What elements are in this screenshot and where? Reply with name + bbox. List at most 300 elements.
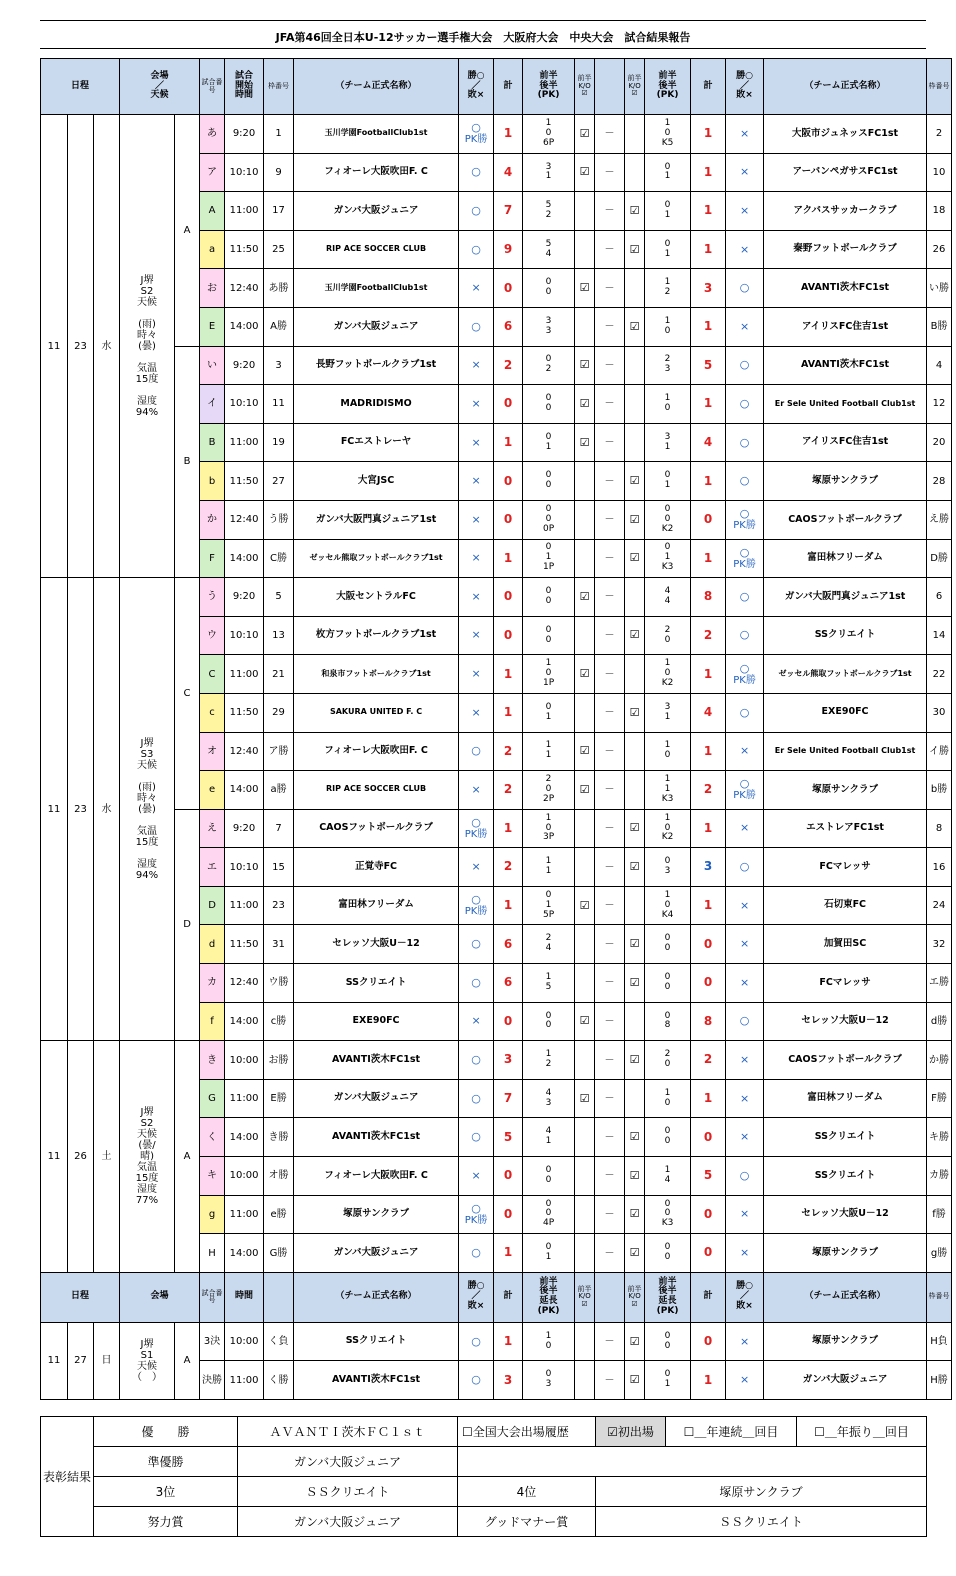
home-score: 0 — [494, 500, 523, 539]
home-halves: 0 0 — [523, 269, 575, 308]
away-ko-check: ☑ — [625, 1361, 645, 1400]
home-result — [459, 192, 494, 231]
away-score: 1 — [691, 655, 726, 694]
away-result — [726, 1002, 764, 1041]
champion-label: 優 勝 — [94, 1417, 238, 1447]
away-score: 3 — [691, 848, 726, 887]
fairplay-label: グッドマナー賞 — [458, 1507, 596, 1537]
away-result-mark: × — [739, 821, 750, 835]
away-ko-check — [625, 655, 645, 694]
match-number: e — [200, 771, 225, 810]
home-result — [459, 153, 494, 192]
away-result — [726, 1195, 764, 1234]
home-result-mark: × — [471, 589, 481, 603]
home-score: 0 — [494, 1157, 523, 1196]
kickoff-time: 10:00 — [225, 1157, 264, 1196]
frame-number: 19 — [264, 423, 294, 462]
home-result-mark: ○ — [471, 893, 481, 907]
header2-schedule: 日程 — [41, 1272, 120, 1322]
home-result — [459, 500, 494, 539]
match-number: B — [200, 423, 225, 462]
away-halves: 0 0 — [645, 1322, 691, 1361]
home-score: 0 — [494, 1195, 523, 1234]
home-result-mark: ○ — [471, 744, 481, 758]
away-result — [726, 964, 764, 1003]
dash-divider: － — [595, 655, 625, 694]
home-team-name: SSクリエイト — [294, 964, 459, 1003]
home-ko-check: ☑ — [575, 385, 595, 424]
away-score: 0 — [691, 964, 726, 1003]
home-team-name: 和泉市フットボールクラブ1st — [294, 655, 459, 694]
dash-divider: － — [595, 732, 625, 771]
home-result — [459, 115, 494, 154]
frame-number: 25 — [264, 230, 294, 269]
away-team-name: エストレアFC1st — [764, 809, 927, 848]
frame-number: あ勝 — [264, 269, 294, 308]
home-result — [459, 423, 494, 462]
home-ko-check — [575, 693, 595, 732]
away-team-name: ガンバ大阪ジュニア — [764, 1361, 927, 1400]
away-frame-number: い勝 — [927, 269, 952, 308]
away-frame-number: f勝 — [927, 1195, 952, 1234]
home-result — [459, 1234, 494, 1273]
kickoff-time: 14:00 — [225, 1118, 264, 1157]
away-result — [726, 616, 764, 655]
home-result-mark: × — [471, 474, 481, 488]
home-halves: 1 0 1P — [523, 655, 575, 694]
match-number: c — [200, 693, 225, 732]
away-frame-number: 12 — [927, 385, 952, 424]
header-ko_r: 前半 K/O ☑ — [625, 59, 645, 115]
effort-label: 努力賞 — [94, 1507, 238, 1537]
kickoff-time: 10:00 — [225, 1322, 264, 1361]
home-score: 4 — [494, 153, 523, 192]
away-team-name: 塚原サンクラブ — [764, 462, 927, 501]
header-ko: 前半 K/O ☑ — [575, 59, 595, 115]
away-halves: 1 4 — [645, 1157, 691, 1196]
home-team-name: AVANTI茨木FC1st — [294, 1118, 459, 1157]
frame-number: c勝 — [264, 1002, 294, 1041]
home-result — [459, 809, 494, 848]
away-result — [726, 1079, 764, 1118]
home-result — [459, 655, 494, 694]
dash-divider: － — [595, 1002, 625, 1041]
header2-venue: 会場 — [120, 1272, 200, 1322]
away-score: 1 — [691, 307, 726, 346]
header2-x0 — [264, 1272, 294, 1322]
frame-number: 9 — [264, 153, 294, 192]
away-result-mark: ○ — [739, 507, 750, 521]
away-team-name: ゼッセル熊取フットボールクラブ1st — [764, 655, 927, 694]
frame-number: 7 — [264, 809, 294, 848]
away-ko-check: ☑ — [625, 192, 645, 231]
kickoff-time: 9:20 — [225, 809, 264, 848]
away-frame-number: g勝 — [927, 1234, 952, 1273]
home-result-mark: ○ — [471, 937, 481, 951]
header-result_r: 勝○ ／ 敗× — [726, 59, 764, 115]
dash-divider: － — [595, 346, 625, 385]
match-number: A — [200, 192, 225, 231]
home-halves: 0 0 — [523, 1002, 575, 1041]
away-result — [726, 1041, 764, 1080]
home-score: 0 — [494, 462, 523, 501]
home-team-name: ガンバ大阪ジュニア — [294, 307, 459, 346]
away-score: 8 — [691, 1002, 726, 1041]
kickoff-time: 11:00 — [225, 1195, 264, 1234]
away-halves: 0 0 K3 — [645, 1195, 691, 1234]
away-frame-number: d勝 — [927, 1002, 952, 1041]
away-frame-number: b勝 — [927, 771, 952, 810]
home-score: 1 — [494, 115, 523, 154]
header-frame_no_r: 枠番号 — [927, 59, 952, 115]
away-team-name: SSクリエイト — [764, 616, 927, 655]
away-team-name: Er Sele United Football Club1st — [764, 732, 927, 771]
group-label: A — [175, 1041, 200, 1273]
home-halves: 0 1 — [523, 1234, 575, 1273]
kickoff-time: 14:00 — [225, 771, 264, 810]
away-score: 1 — [691, 809, 726, 848]
home-score: 1 — [494, 655, 523, 694]
away-frame-number: 8 — [927, 809, 952, 848]
home-result-mark: ○ — [471, 165, 481, 179]
away-result: × — [726, 1322, 764, 1361]
away-result-mark: ○ — [739, 1168, 750, 1182]
kickoff-time: 12:40 — [225, 269, 264, 308]
dash-divider: － — [595, 1322, 625, 1361]
home-halves: 3 3 — [523, 307, 575, 346]
date-wd: 土 — [94, 1041, 120, 1273]
away-result — [726, 153, 764, 192]
dash-divider: － — [595, 539, 625, 578]
home-score: 6 — [494, 964, 523, 1003]
away-frame-number: 28 — [927, 462, 952, 501]
home-ko-check — [575, 1361, 595, 1400]
dash-divider: － — [595, 462, 625, 501]
away-ko-check — [625, 886, 645, 925]
header2-halves_r: 前半 後半 延長 (PK) — [645, 1272, 691, 1322]
home-team-name: 富田林フリーダム — [294, 886, 459, 925]
champion-team: ＡＶＡＮＴＩ茨木ＦＣ１ｓｔ — [238, 1417, 458, 1447]
away-frame-number: エ勝 — [927, 964, 952, 1003]
away-result — [726, 809, 764, 848]
home-team-name: EXE90FC — [294, 1002, 459, 1041]
away-score: 8 — [691, 578, 726, 617]
frame-number: 5 — [264, 578, 294, 617]
away-frame-number: え勝 — [927, 500, 952, 539]
away-score: 2 — [691, 616, 726, 655]
away-result — [726, 655, 764, 694]
home-result — [459, 925, 494, 964]
home-team-name: SSクリエイト — [294, 1322, 459, 1361]
home-pk-win: PK勝 — [464, 1214, 488, 1226]
home-result-mark: × — [471, 860, 481, 874]
dash-divider: － — [595, 771, 625, 810]
away-pk-win: PK勝 — [733, 674, 756, 686]
away-result — [726, 1234, 764, 1273]
away-result-mark: ○ — [739, 777, 750, 791]
frame-number: ア勝 — [264, 732, 294, 771]
third-team: ＳＳクリエイト — [238, 1477, 458, 1507]
dash-divider: － — [595, 1195, 625, 1234]
home-ko-check — [575, 1157, 595, 1196]
kickoff-time: 11:00 — [225, 423, 264, 462]
kickoff-time: 11:50 — [225, 230, 264, 269]
home-ko-check — [575, 616, 595, 655]
home-halves: 0 0 — [523, 616, 575, 655]
home-ko-check — [575, 964, 595, 1003]
away-score: 1 — [691, 385, 726, 424]
header2-result_r: 勝○ ／ 敗× — [726, 1272, 764, 1322]
kickoff-time: 10:00 — [225, 1041, 264, 1080]
frame-number: 27 — [264, 462, 294, 501]
away-ko-check: ☑ — [625, 1041, 645, 1080]
away-halves: 1 0 — [645, 732, 691, 771]
kickoff-time: 10:10 — [225, 848, 264, 887]
match-row — [41, 578, 952, 617]
kickoff-time: 9:20 — [225, 578, 264, 617]
away-halves: 1 0 K4 — [645, 886, 691, 925]
home-halves: 1 0 6P — [523, 115, 575, 154]
header-team: （チーム正式名称） — [294, 59, 459, 115]
kickoff-time: 9:20 — [225, 346, 264, 385]
frame-number: 15 — [264, 848, 294, 887]
frame-number: e勝 — [264, 1195, 294, 1234]
home-team-name: 玉川学園FootballClub1st — [294, 115, 459, 154]
away-result — [726, 269, 764, 308]
home-team-name: 枚方フットボールクラブ1st — [294, 616, 459, 655]
away-ko-check: ☑ — [625, 307, 645, 346]
away-result-mark: × — [739, 242, 750, 256]
away-result-mark: ○ — [739, 705, 750, 719]
away-team-name: Er Sele United Football Club1st — [764, 385, 927, 424]
date-wd: 日 — [94, 1322, 120, 1399]
frame-number: く勝 — [264, 1361, 294, 1400]
dash-divider: － — [595, 307, 625, 346]
away-result-mark: ○ — [739, 661, 750, 675]
away-result — [726, 192, 764, 231]
header-start_time: 試合 開始 時間 — [225, 59, 264, 115]
home-halves: 4 3 — [523, 1079, 575, 1118]
date-month: 11 — [41, 1322, 68, 1399]
away-halves: 0 1 — [645, 153, 691, 192]
home-halves: 2 0 2P — [523, 771, 575, 810]
date-day: 27 — [68, 1322, 94, 1399]
home-score: 0 — [494, 1002, 523, 1041]
dash-divider: － — [595, 153, 625, 192]
home-ko-check — [575, 809, 595, 848]
dash-divider: － — [595, 500, 625, 539]
away-halves: 1 0 K2 — [645, 655, 691, 694]
away-result — [726, 462, 764, 501]
away-frame-number: キ勝 — [927, 1118, 952, 1157]
away-score: 1 — [691, 192, 726, 231]
away-team-name: ガンバ大阪門真ジュニア1st — [764, 578, 927, 617]
home-ko-check: ☑ — [575, 153, 595, 192]
third-label: 3位 — [94, 1477, 238, 1507]
away-team-name: SSクリエイト — [764, 1157, 927, 1196]
away-ko-check: ☑ — [625, 1234, 645, 1273]
away-halves: 0 1 K3 — [645, 539, 691, 578]
home-team-name: 大阪セントラルFC — [294, 578, 459, 617]
away-result — [726, 385, 764, 424]
frame-number: ウ勝 — [264, 964, 294, 1003]
home-team-name: フィオーレ大阪吹田F. C — [294, 153, 459, 192]
home-team-name: SAKURA UNITED F. C — [294, 693, 459, 732]
match-row — [41, 1041, 952, 1080]
home-score: 5 — [494, 1118, 523, 1157]
away-halves: 1 0 K2 — [645, 809, 691, 848]
header2-ko: 前半 K/O ☑ — [575, 1272, 595, 1322]
away-result-mark: × — [739, 126, 750, 140]
home-halves: 0 0 0P — [523, 500, 575, 539]
kickoff-time: 10:10 — [225, 616, 264, 655]
frame-number: C勝 — [264, 539, 294, 578]
home-score: 2 — [494, 346, 523, 385]
match-number: F — [200, 539, 225, 578]
home-result — [459, 1195, 494, 1234]
home-score: 2 — [494, 771, 523, 810]
away-result-mark: × — [739, 1053, 750, 1066]
away-frame-number: 18 — [927, 192, 952, 231]
home-result — [459, 578, 494, 617]
home-result-mark: ○ — [471, 242, 481, 256]
away-frame-number: 2 — [927, 115, 952, 154]
home-result — [459, 539, 494, 578]
away-frame-number: 30 — [927, 693, 952, 732]
away-score: 1 — [691, 1079, 726, 1118]
away-result-mark: ○ — [739, 860, 750, 874]
away-result-mark: × — [739, 203, 750, 217]
home-result — [459, 732, 494, 771]
header2-total_r: 計 — [691, 1272, 726, 1322]
home-halves: 2 4 — [523, 925, 575, 964]
home-halves: 0 0 — [523, 462, 575, 501]
dash-divider: － — [595, 964, 625, 1003]
results-table — [40, 58, 952, 1400]
away-score: 4 — [691, 693, 726, 732]
dash-divider: － — [595, 1041, 625, 1080]
away-halves: 0 0 — [645, 1234, 691, 1273]
away-ko-check — [625, 423, 645, 462]
date-day: 26 — [68, 1041, 94, 1273]
away-halves: 0 1 — [645, 192, 691, 231]
away-halves: 2 3 — [645, 346, 691, 385]
away-team-name: 富田林フリーダム — [764, 539, 927, 578]
home-halves: 1 1 — [523, 848, 575, 887]
header-x1 — [595, 59, 625, 115]
fourth-team: 塚原サンクラブ — [596, 1477, 927, 1507]
home-team-name: ガンバ大阪ジュニア — [294, 192, 459, 231]
away-score: 0 — [691, 1322, 726, 1361]
away-frame-number: カ勝 — [927, 1157, 952, 1196]
home-halves: 1 2 — [523, 1041, 575, 1080]
match-number: え — [200, 809, 225, 848]
home-result-mark: × — [471, 551, 481, 565]
home-team-name: ゼッセル熊取フットボールクラブ1st — [294, 539, 459, 578]
dash-divider: － — [595, 1234, 625, 1273]
home-result — [459, 1118, 494, 1157]
away-result-mark: × — [739, 937, 750, 951]
away-team-name: アーバンペガサスFC1st — [764, 153, 927, 192]
home-result — [459, 848, 494, 887]
home-result-mark: ○ — [471, 203, 481, 217]
away-halves: 1 1 K3 — [645, 771, 691, 810]
home-team-name: AVANTI茨木FC1st — [294, 1361, 459, 1400]
home-result — [459, 230, 494, 269]
away-ko-check — [625, 346, 645, 385]
frame-number: オ勝 — [264, 1157, 294, 1196]
header-total: 計 — [494, 59, 523, 115]
header2-halves: 前半 後半 延長 (PK) — [523, 1272, 575, 1322]
away-frame-number: 4 — [927, 346, 952, 385]
kickoff-time: 12:40 — [225, 964, 264, 1003]
match-number: お — [200, 269, 225, 308]
home-ko-check: ☑ — [575, 1079, 595, 1118]
away-score: 0 — [691, 1234, 726, 1273]
away-team-name: 塚原サンクラブ — [764, 1234, 927, 1273]
away-frame-number: 20 — [927, 423, 952, 462]
match-number: C — [200, 655, 225, 694]
home-halves: 0 0 4P — [523, 1195, 575, 1234]
away-score: 5 — [691, 1157, 726, 1196]
home-halves: 1 5 — [523, 964, 575, 1003]
away-score: 0 — [691, 1118, 726, 1157]
away-halves: 0 0 K2 — [645, 500, 691, 539]
home-ko-check — [575, 925, 595, 964]
home-result — [459, 886, 494, 925]
venue-weather: J堺 S2 天候 (曇/ 晴) 気温 15度 湿度 77% — [120, 1041, 175, 1273]
home-score: 0 — [494, 578, 523, 617]
home-team-name: ガンバ大阪門真ジュニア1st — [294, 500, 459, 539]
home-ko-check — [575, 1322, 595, 1361]
away-score: 1 — [691, 153, 726, 192]
header2-result: 勝○ ／ 敗× — [459, 1272, 494, 1322]
home-team-name: ガンバ大阪ジュニア — [294, 1234, 459, 1273]
away-frame-number: 32 — [927, 925, 952, 964]
away-result-mark: ○ — [739, 545, 750, 559]
home-ko-check: ☑ — [575, 423, 595, 462]
home-team-name: MADRIDISMO — [294, 385, 459, 424]
header2-ko_r: 前半 K/O ☑ — [625, 1272, 645, 1322]
away-team-name: EXE90FC — [764, 693, 927, 732]
home-score: 6 — [494, 925, 523, 964]
away-ko-check: ☑ — [625, 848, 645, 887]
away-halves: 1 2 — [645, 269, 691, 308]
away-frame-number: D勝 — [927, 539, 952, 578]
frame-number: お勝 — [264, 1041, 294, 1080]
away-result — [726, 732, 764, 771]
away-frame-number: 10 — [927, 153, 952, 192]
home-score: 2 — [494, 732, 523, 771]
away-halves: 2 0 — [645, 616, 691, 655]
away-ko-check: ☑ — [625, 1195, 645, 1234]
away-result — [726, 539, 764, 578]
home-halves: 1 0 — [523, 1322, 575, 1361]
home-result-mark: × — [471, 1168, 481, 1182]
away-ko-check: ☑ — [625, 500, 645, 539]
frame-number: く負 — [264, 1322, 294, 1361]
page-title: JFA第46回全日本U-12サッカー選手権大会 大阪府大会 中央大会 試合結果報告 — [275, 31, 691, 44]
date-day: 23 — [68, 578, 94, 1041]
away-team-name: 塚原サンクラブ — [764, 1322, 927, 1361]
header-halves: 前半 後半 (PK) — [523, 59, 575, 115]
home-score: 1 — [494, 886, 523, 925]
home-team-name: 塚原サンクラブ — [294, 1195, 459, 1234]
home-result — [459, 616, 494, 655]
frame-number: き勝 — [264, 1118, 294, 1157]
home-result-mark: ○ — [471, 1245, 481, 1259]
home-result-mark: ○ — [471, 1201, 481, 1215]
